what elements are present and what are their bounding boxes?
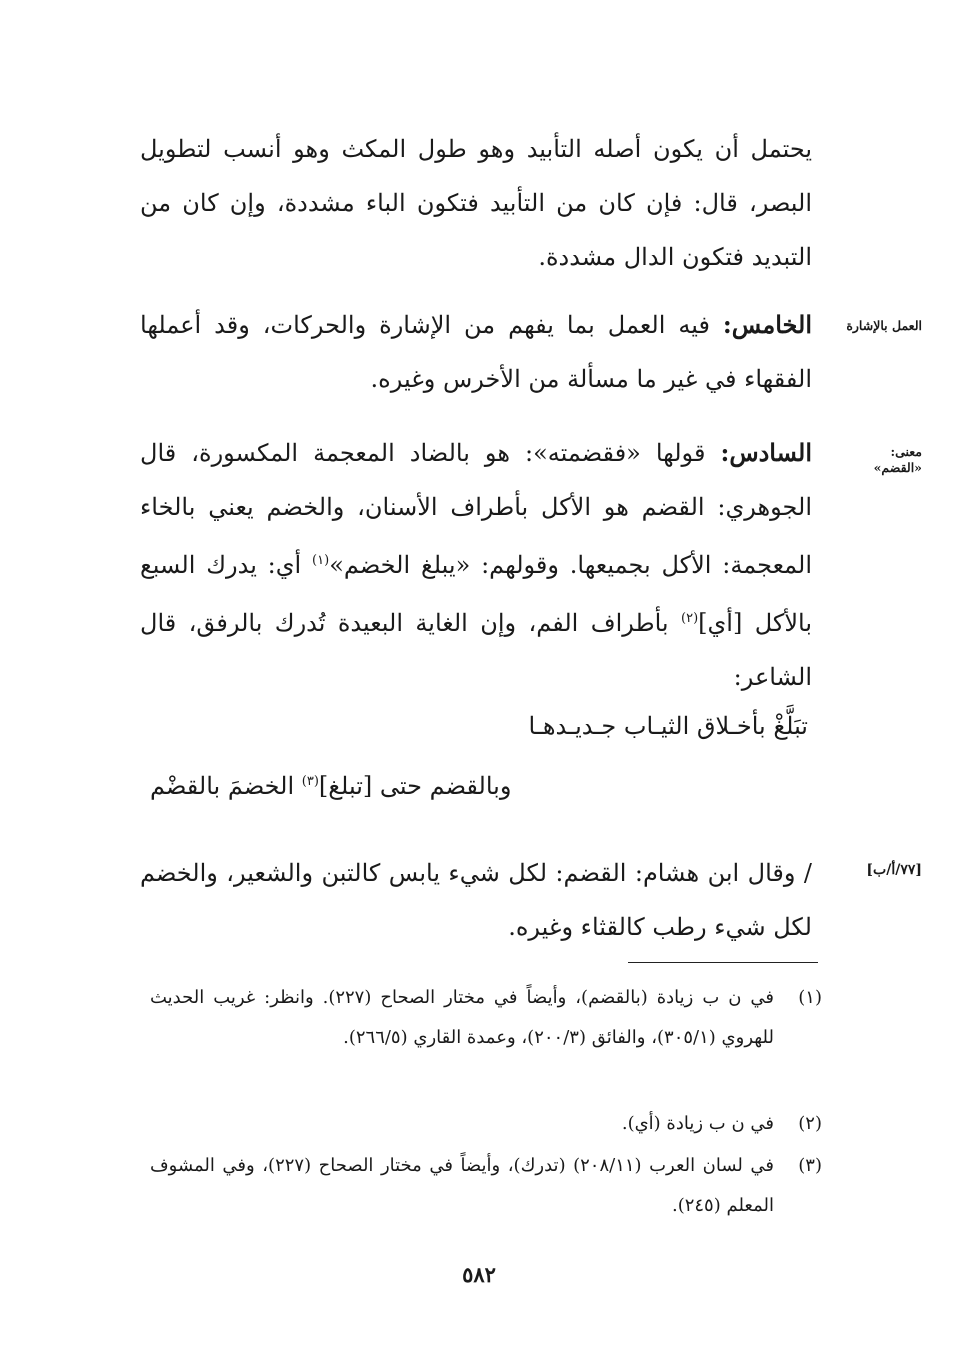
paragraph-3-text-a: قولها «فقضمته»: هو بالضاد المعجمة المكسورة، قال الجوهري: القضم هو الأكل بأطراف الأسنان، والخضم يعني بالخاء المعجمة: الأكل بجميعها. وقولهم: «يبلغ الخضم» (140, 439, 813, 579)
paragraph-3 (140, 426, 812, 704)
footnote-2-text: في ن ب زيادة (أي). (621, 1113, 774, 1134)
paragraph-3-lead: السادس: (720, 438, 812, 467)
verse-line-1: تبَلَّغْ بأخـلاق الثيـاب جـديـدهـا (528, 712, 808, 740)
verse-line-2-a: وبالقضم حتى [تبلغ] (318, 772, 512, 800)
footnote-3-number: (٣) (798, 1155, 822, 1176)
margin-note-meaning-word: «القضم» (873, 460, 922, 475)
paragraph-3-text-c: بأطراف الفم، وإن الغاية البعيدة تُدرك بالرفق، قال الشاعر: (140, 609, 812, 691)
paragraph-2 (140, 298, 812, 406)
footnote-2 (150, 1104, 822, 1144)
footnote-1-text: في ن ب زيادة (بالقضم)، وأيضاً في مختار الصحاح (٢٢٧). وانظر: غريب الحديث للهروي (٣٠٥/١)، والفائق (٢٠٠/٣)، وعمدة القاري (٢٦٦/٥). (150, 987, 774, 1048)
footnote-separator (628, 962, 818, 963)
verse-line-2-b: الخضمَ بالقضْم (150, 772, 302, 800)
verse-line-2 (150, 772, 511, 800)
margin-note-meaning-title: معنى: (890, 444, 922, 459)
footnote-ref-2[interactable]: (٢) (681, 611, 699, 626)
footnote-3-text: في لسان العرب (٢٠٨/١١) (تدرك)، وأيضاً في مختار الصحاح (٢٢٧)، وفي المشوف المعلم (٢٤٥). (150, 1155, 774, 1216)
footnote-1 (150, 978, 822, 1098)
footnote-3 (150, 1146, 822, 1226)
paragraph-2-lead: الخامس: (722, 310, 812, 339)
paragraph-1: يحتمل أن يكون أصله التأبيد وهو طول المكث وهو أنسب لتطويل البصر، قال: فإن كان من التأبيد فتكون الباء مشددة، وإن كان من التبديد فتكون الدال مشددة. (140, 135, 813, 271)
footnote-2-number: (٢) (798, 1113, 822, 1134)
margin-note-gesture: العمل بالإشارة (846, 318, 922, 333)
margin-note-meaning (832, 444, 922, 476)
footnote-ref-3[interactable]: (٣) (301, 774, 319, 789)
page-number: ٥٨٢ (462, 1262, 496, 1287)
paragraph-2-text: فيه العمل بما يفهم من الإشارة والحركات، وقد أعملها الفقهاء في غير ما مسألة من الأخرس وغيره. (140, 311, 812, 393)
margin-note-manuscript-ref: [٧٧/أ/ب] (866, 862, 922, 878)
footnote-ref-1[interactable]: (١) (312, 553, 330, 568)
paragraph-4: / وقال ابن هشام: القضم: لكل شيء يابس كالتبن والشعير، والخضم لكل شيء رطب كالقثاء وغيره. (140, 859, 812, 941)
paragraph-3-text-b: أي: يدرك السبع بالأكل [أي] (140, 551, 813, 637)
footnote-1-number: (١) (798, 987, 822, 1008)
